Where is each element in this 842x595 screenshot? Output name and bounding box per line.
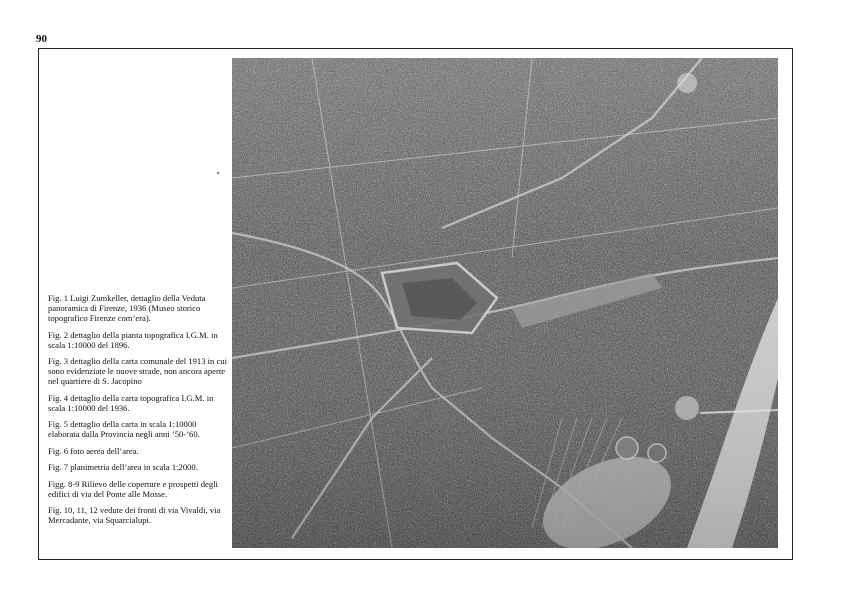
caption-fig-3: Fig. 3 dettaglio della carta comunale del 1913 in cui sono evidenziate le nuove strade, non ancora aperte nel quartiere di S. Jacopino <box>48 356 227 386</box>
caption-fig-10-11-12: Fig. 10, 11, 12 vedute dei fronti di via Vivaldi, via Mercadante, via Squarcialupi. <box>48 505 221 525</box>
speck-mark <box>217 172 219 174</box>
aerial-panorama-image <box>232 58 778 548</box>
caption-fig-5: Fig. 5 dettaglio della carta in scala 1:10000 elaborata dalla Provincia negli anni ’50-’60. <box>48 419 200 439</box>
caption-figg-8-9: Figg. 8-9 Rilievo delle coperture e prospetti degli edifici di via del Ponte alle Mosse. <box>48 478 218 499</box>
caption-fig-6: Fig. 6 foto aerea dell’area. <box>48 445 139 456</box>
caption-fig-1: Fig. 1 Luigi Zumkeller, dettaglio della Veduta panoramica di Firenze, 1936 (Museo storico topografico Firenze com’era). <box>48 293 206 323</box>
captions-block <box>48 293 230 532</box>
caption-fig-4: Fig. 4 dettaglio della carta topografica I.G.M. in scala 1:10000 del 1936. <box>48 392 214 413</box>
page-number: 90 <box>36 33 47 45</box>
caption-fig-2: Fig. 2 dettaglio della pianta topografica I.G.M. in scala 1:10000 del 1896. <box>48 329 218 350</box>
caption-fig-7: Fig. 7 planimetria dell’area in scala 1:2000. <box>48 462 198 472</box>
